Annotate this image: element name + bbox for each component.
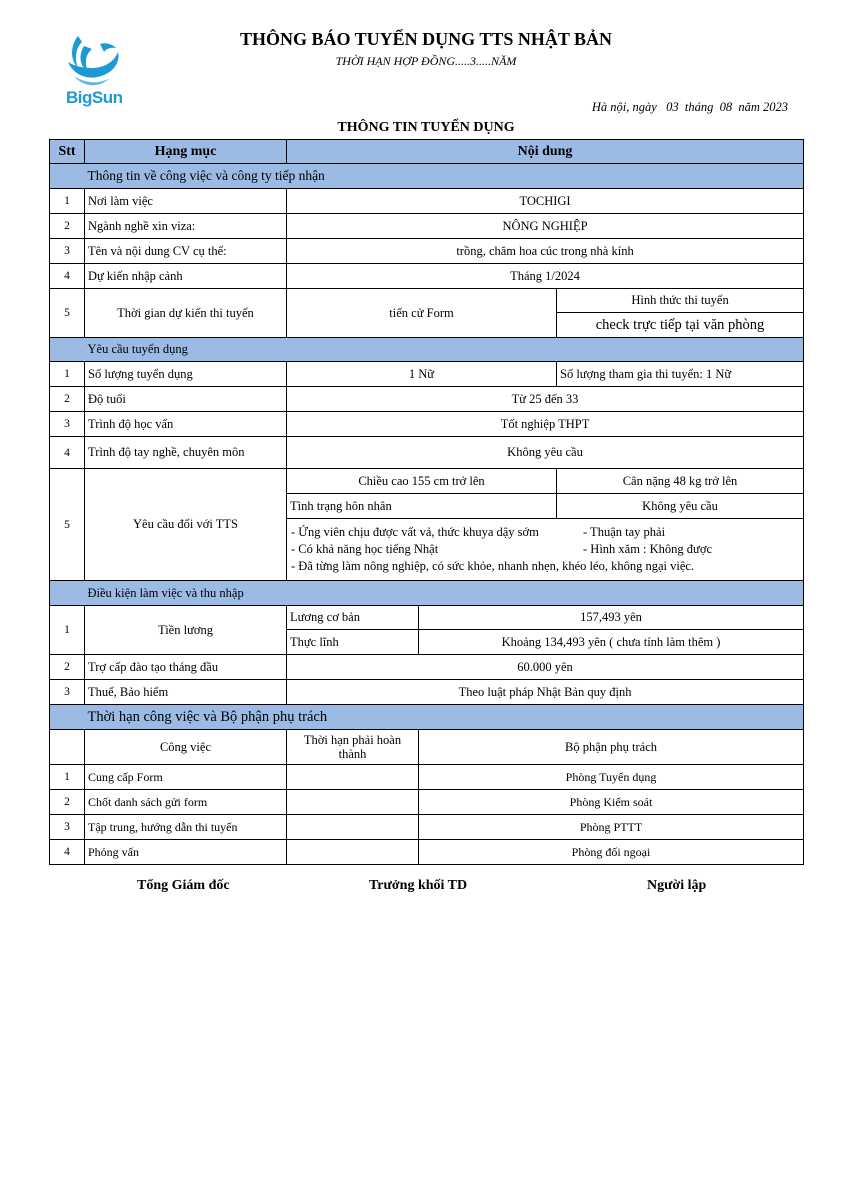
table-row: [50, 289, 804, 313]
row-label: Số lượng tuyển dụng: [85, 362, 287, 387]
preparer-signature-label: Người lập: [647, 878, 707, 893]
stt-header: Stt: [50, 140, 85, 164]
row-value: trồng, chăm hoa cúc trong nhà kính: [287, 239, 804, 264]
marital-status-value: Không yêu cầu: [557, 494, 804, 519]
task-name: Tập trung, hướng dẫn thi tuyển: [85, 815, 287, 840]
task-deadline: [287, 790, 419, 815]
row-value: 60.000 yên: [287, 655, 804, 680]
table-row: [50, 387, 804, 412]
head-signature-label: Trưởng khối TD: [369, 878, 468, 893]
row-label: Nơi làm việc: [85, 189, 287, 214]
row-number: 1: [50, 362, 85, 387]
row-number: 3: [50, 412, 85, 437]
table-row: [50, 730, 804, 765]
task-department: Phòng đối ngoại: [419, 840, 804, 865]
table-row: [50, 264, 804, 289]
recruitment-table: [49, 139, 804, 865]
document-date: Hà nội, ngày 03 tháng 08 năm 2023: [591, 100, 788, 114]
task-header: Công việc: [85, 730, 287, 765]
table-row: [50, 214, 804, 239]
row-value: Tháng 1/2024: [287, 264, 804, 289]
row-number: 2: [50, 790, 85, 815]
row-number: 5: [50, 289, 85, 338]
row-number: 3: [50, 239, 85, 264]
table-row: [50, 239, 804, 264]
document-title: THÔNG BÁO TUYỂN DỤNG TTS NHẬT BẢN: [239, 29, 613, 49]
task-name: Cung cấp Form: [85, 765, 287, 790]
row-number: 1: [50, 765, 85, 790]
deadline-header: Thời hạn phải hoàn thành: [287, 730, 419, 765]
section-row: [50, 705, 804, 730]
table-row: [50, 765, 804, 790]
row-label: Yêu cầu đối với TTS: [85, 469, 287, 581]
row-number: 1: [50, 606, 85, 655]
table-row: [50, 189, 804, 214]
row-label: Độ tuổi: [85, 387, 287, 412]
row-label: Ngành nghề xin viza:: [85, 214, 287, 239]
row-label: Dự kiến nhập cảnh: [85, 264, 287, 289]
row-label: Thời gian dự kiến thi tuyển: [85, 289, 287, 338]
section-row: [50, 338, 804, 362]
row-label: Thuế, Bảo hiểm: [85, 680, 287, 705]
section-title-requirements: Yêu cầu tuyển dụng: [85, 338, 804, 362]
item-header: Hạng mục: [85, 140, 287, 164]
task-name: Chốt danh sách gửi form: [85, 790, 287, 815]
table-row: [50, 469, 804, 494]
requirement-line: - Ứng viên chịu được vất vả, thức khuya dậy sớm: [291, 525, 539, 539]
contract-term: THỜI HẠN HỢP ĐỒNG.....3.....NĂM: [335, 54, 517, 68]
row-value: Tốt nghiệp THPT: [287, 412, 804, 437]
logo-text: BigSun: [66, 88, 123, 107]
task-deadline: [287, 815, 419, 840]
exam-participants: Số lượng tham gia thi tuyển: 1 Nữ: [557, 362, 804, 387]
table-header-row: [50, 140, 804, 164]
requirement-line: - Có khả năng học tiếng Nhật: [291, 542, 439, 556]
row-number: 2: [50, 655, 85, 680]
exam-form-value: check trực tiếp tại văn phòng: [557, 313, 804, 338]
row-number: 4: [50, 840, 85, 865]
table-row: [50, 790, 804, 815]
table-row: [50, 655, 804, 680]
base-salary-label: Lương cơ bản: [287, 606, 419, 630]
task-deadline: [287, 840, 419, 865]
marital-status-label: Tình trạng hôn nhân: [287, 494, 557, 519]
task-department: Phòng PTTT: [419, 815, 804, 840]
department-header: Bộ phận phụ trách: [419, 730, 804, 765]
table-row: [50, 437, 804, 469]
height-requirement: Chiều cao 155 cm trở lên: [287, 469, 557, 494]
other-requirements: [287, 519, 804, 581]
section-row: [50, 581, 804, 606]
requirement-line: - Thuận tay phải: [583, 525, 666, 539]
exam-method-value: tiến cử Form: [287, 289, 557, 338]
row-value: TOCHIGI: [287, 189, 804, 214]
row-number: 4: [50, 264, 85, 289]
requirement-line: - Hình xăm : Không được: [583, 542, 712, 556]
row-number: 2: [50, 387, 85, 412]
row-value: Không yêu cầu: [287, 437, 804, 469]
row-label: Trình độ học vấn: [85, 412, 287, 437]
content-header: Nội dung: [287, 140, 804, 164]
table-row: [50, 362, 804, 387]
task-deadline: [287, 765, 419, 790]
table-row: [50, 680, 804, 705]
table-row: [50, 840, 804, 865]
row-number: 5: [50, 469, 85, 581]
task-department: Phòng Kiểm soát: [419, 790, 804, 815]
table-row: [50, 606, 804, 630]
weight-requirement: Cân nặng 48 kg trở lên: [557, 469, 804, 494]
requirement-line: - Đã từng làm nông nghiệp, có sức khỏe, nhanh nhẹn, khéo léo, không ngại việc.: [291, 559, 695, 573]
recruitment-info-title: THÔNG TIN TUYỂN DỤNG: [337, 120, 515, 135]
net-salary-label: Thực lĩnh: [287, 630, 419, 655]
net-salary-value: Khoảng 134,493 yên ( chưa tính làm thêm ): [419, 630, 804, 655]
row-number: 3: [50, 680, 85, 705]
row-value: Từ 25 đến 33: [287, 387, 804, 412]
section-title-job-info: Thông tin về công việc và công ty tiếp nhận: [85, 164, 804, 189]
section-row: [50, 164, 804, 189]
task-name: Phỏng vấn: [85, 840, 287, 865]
row-label: Trình độ tay nghề, chuyên môn: [85, 437, 287, 469]
row-label: Tên và nội dung CV cụ thể:: [85, 239, 287, 264]
row-number: 1: [50, 189, 85, 214]
exam-form-label: Hình thức thi tuyển: [557, 289, 804, 313]
row-value: Theo luật pháp Nhật Bản quy định: [287, 680, 804, 705]
table-row: [50, 815, 804, 840]
row-label: Tiền lương: [85, 606, 287, 655]
section-title-deadlines: Thời hạn công việc và Bộ phận phụ trách: [85, 705, 804, 730]
task-department: Phòng Tuyển dụng: [419, 765, 804, 790]
row-number: 2: [50, 214, 85, 239]
table-row: [50, 412, 804, 437]
section-title-conditions: Điều kiện làm việc và thu nhập: [85, 581, 804, 606]
row-label: Trợ cấp đào tạo tháng đầu: [85, 655, 287, 680]
row-value: 1 Nữ: [287, 362, 557, 387]
row-number: 3: [50, 815, 85, 840]
row-number: 4: [50, 437, 85, 469]
row-value: NÔNG NGHIỆP: [287, 214, 804, 239]
base-salary-value: 157,493 yên: [419, 606, 804, 630]
ceo-signature-label: Tổng Giám đốc: [137, 878, 230, 893]
